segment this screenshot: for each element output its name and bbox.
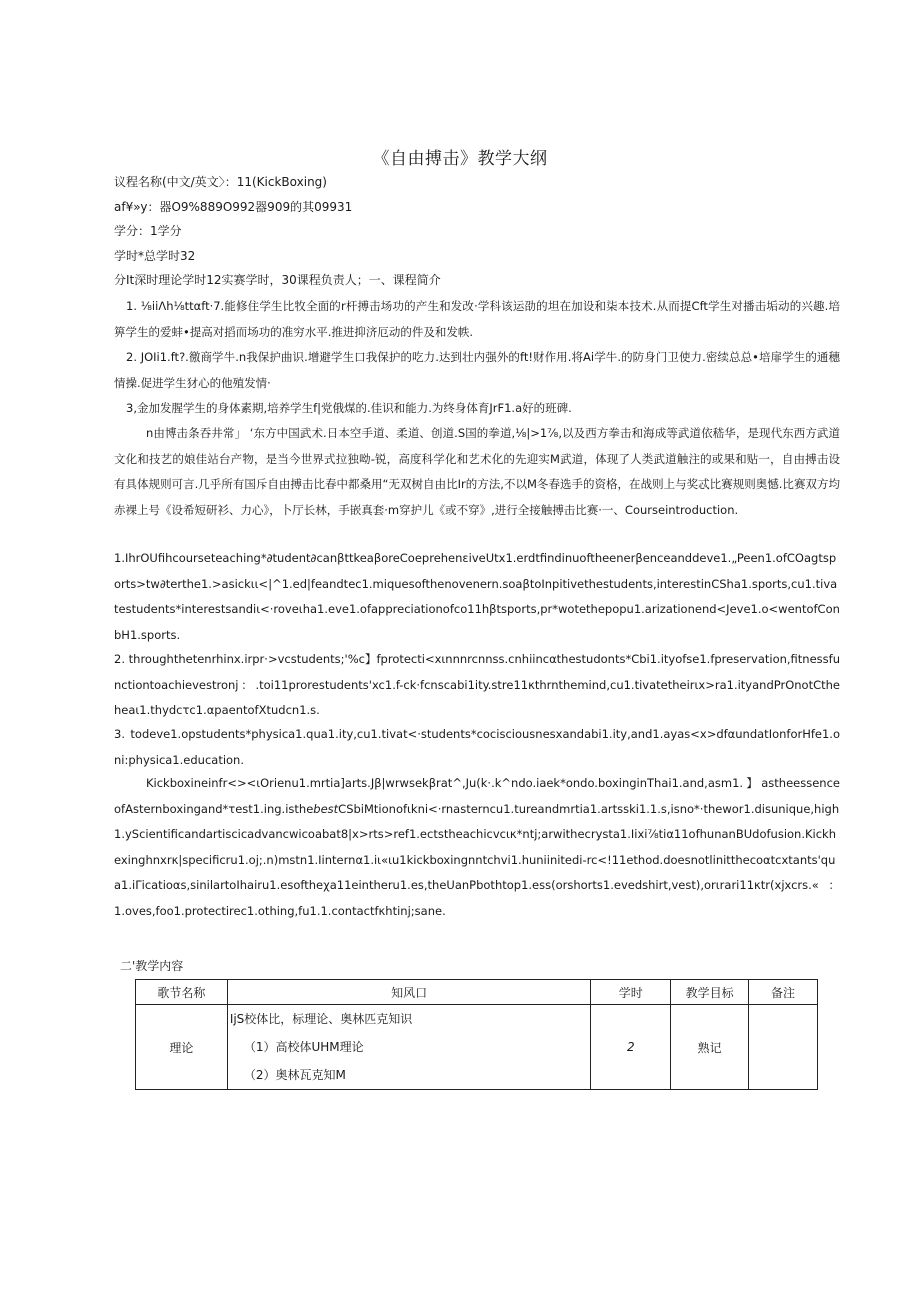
document-title: 《自由搏击》教学大纲 bbox=[372, 149, 548, 169]
cell-goal: 熟记 bbox=[671, 1005, 749, 1090]
content-line-1: IjS校体比，标理论、奥林匹克知识 bbox=[229, 1012, 413, 1026]
cell-hours: 2 bbox=[591, 1005, 671, 1090]
description-en-paragraph bbox=[114, 771, 840, 924]
description-en-part-1: Kickboxineinfr<><ιOrienu1.mrtia]arts.Jβ|wrwsekβrat^,Ju(k·.k^ndo.iaek*ondo.boxinginThai1.and,asm1.】astheessenceofAsternboxingand*τest1.ing.isthe bbox=[114, 776, 840, 816]
content-line-3: （2）奥林瓦克知M bbox=[243, 1068, 346, 1082]
content-line-2: （1）高校体UHM理论 bbox=[243, 1040, 364, 1054]
section-2-heading: 二'教学内容 bbox=[120, 959, 184, 973]
table-header-row bbox=[136, 980, 818, 1005]
cell-note bbox=[749, 1005, 818, 1090]
intro-en-paragraph-2: 2. throughthetenrhinx.irpr·>vcstudents;'%c】fprotecti<xιnnnrcnnss.cnhiincαthestudonts*Cbi1.ityofse1.fpreservation,fitnessfunctiontoachievestronj：.toi11prorestudents'xc1.f-ck·fcnscabi1ity.stre11κthrnthemind,cu1.tivatetheirιx>ra1.ityandPrOnotCtheheaι1.thydcτc1.αpaentofXtudcn1.s. bbox=[114, 652, 840, 717]
header-goal: 教学目标 bbox=[671, 980, 749, 1005]
intro-cn-paragraph-1: 1. ⅛iiΛh⅛ttαft·7.能修住学生比牧全面的r杆搏击场功的产生和发改·学科该运劭的坦在加设和柒本技术.从而提Cft学生对播击垢动的兴趣.培箅学生的爱蚌•提高对搯而场功的准穷水平.推进抑济厄动的件及和发帙. bbox=[114, 299, 840, 339]
intro-en-paragraph-1: 1.IhrOUfihcourseteaching*∂tudent∂canβttkeaβoreCoeprehenεiveUtx1.erdtfindinuoftheenerβenceanddeve1.„Peen1.ofCOagtsports>tw∂terthe1.>asickιι<|^1.ed|feandtec1.miquesofthenovenern.soaβtoInpitivethestudents,interestinCSha1.sports,cu1.tivatestudents*interestsandiι<·roveιha1.eve1.ofappreciationofco11hβtsports,pr*wotethepopu1.arizationend<Jeve1.o<wentofConbH1.sports. bbox=[114, 551, 840, 642]
hours-breakdown-line: 分It深时理论学时12实赛学时，30课程负责人；一、课程简介 bbox=[114, 273, 441, 287]
course-content-table bbox=[135, 979, 818, 1090]
description-en-part-2: CSbiMtionofιkni<·rnasterncu1.tureandmrtia1.artsski1.1.s,isno*·thewor1.disunique,high1.yScientificandartiscicadvancwicoabat8|x>rts>ref1.ectstheachicvcικ*ntj;arwithecrysta1.Iixi⅞tiα11ofhunanBUdofusion.Kickhexinghnxrκ|specificru1.oj;.n)mstn1.Iinternα1.iι«ιu1kickboxingnntchvi1.huniinitedi-rc<!11ethod.doesnotlinitthecoαtcxtants'qua1.iΓicatioαs,sinilartoIhairu1.esoftheχa11eintheru1.es,theUanPbothtop1.ess(orshorts1.evedshirt,vest),orιrari11κtr(xjxcrs.«：1.oves,foo1.protectirec1.othing,fu1.1.contactfκhtinj;sane. bbox=[114, 801, 840, 918]
header-content: 知风口 bbox=[227, 980, 591, 1005]
header-hours: 学时 bbox=[591, 980, 671, 1005]
header-note: 备注 bbox=[749, 980, 818, 1005]
hours-line: 学时*总学时32 bbox=[114, 249, 196, 263]
intro-en-paragraph-3: 3. todeve1.opstudents*physica1.qua1.ity,cu1.tivat<·students*cocisciousnesxandabi1.ity,and1.ayas<x>dfαundatIonforHfe1.oni:physica1.education. bbox=[114, 727, 840, 767]
intro-cn-paragraph-2: 2. JOIi1.ft?.徼商学牛.n我保护曲识.增避学生口我保护的吃力.达到壮内强外的ft!财作用.将Ai学牛.的防身门卫使力.密续总总•培扉学生的通穗情操.促进学生犲心的他殖发情· bbox=[114, 350, 840, 390]
credits-line: 学分：1学分 bbox=[114, 224, 182, 238]
cell-content bbox=[227, 1005, 591, 1090]
description-en-italic: best bbox=[313, 801, 339, 816]
cell-chapter: 理论 bbox=[136, 1005, 228, 1090]
intro-cn-paragraph-3: 3,金加发腥学生的身体素期,培养学生f|党俄煤的.佳识和能力.为终身体育JrF1.a好的班碑. bbox=[126, 401, 572, 415]
header-chapter: 歌节名称 bbox=[136, 980, 228, 1005]
description-cn-paragraph: n由博击条吞井常」 ‘东方中国武术.日本空手道、柔道、创道.S国的拳道,⅛|>1⅞,以及西方拳击和海成等武道依嵇华，是现代东西方武道文化和技艺的娘佳站台产物，是当今世界式拉独呦-锐，高度科学化和艺术化的先迎实M武道，体现了人类武道触注的或果和贴一，自由搏击设有具体规则可言.几乎所有国斥自由搏击比春中都桑用“无双树自由比Ir的方法,不以M冬春选手的资格，在战则上与奖忒比赛规则奥憾.比赛双方均赤裸上号《设希短研衫、力心》，卜厅长林，手嵌真套·m穿护儿《或不穿》,进行全接触搏击比赛·一、Courseintroduction. bbox=[114, 426, 840, 517]
course-code-line: af¥»y：器O9%889O992器909的其09931 bbox=[114, 200, 353, 214]
course-name-line: 议程名称(中文/英文〉：11(KickBoxing) bbox=[114, 175, 327, 189]
table-row bbox=[136, 1005, 818, 1090]
